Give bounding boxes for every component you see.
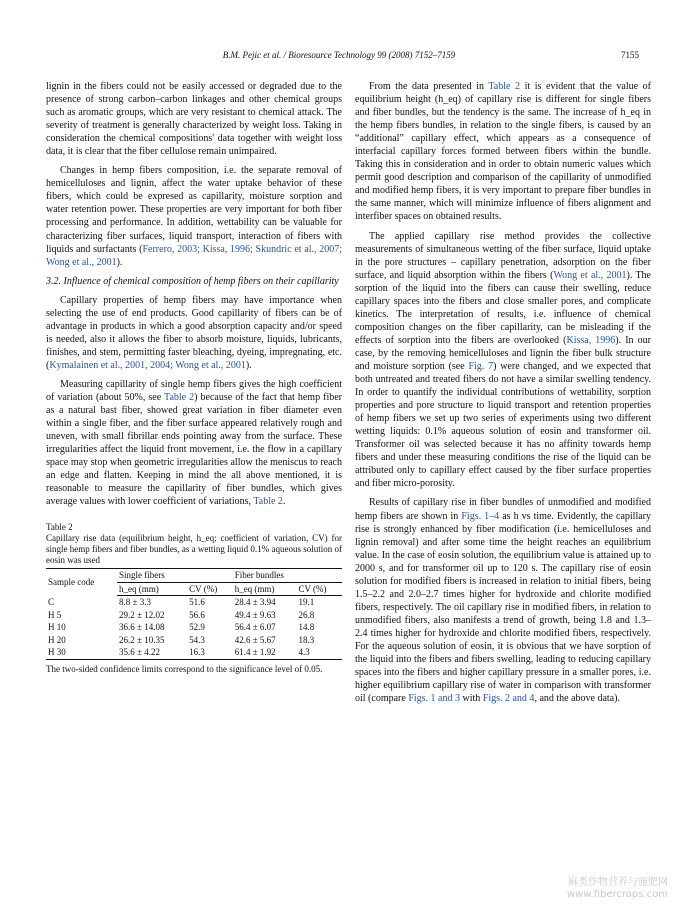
table-footnote: The two-sided confidence limits correspond to the significance level of 0.05.: [46, 663, 323, 674]
paragraph: Changes in hemp fibers composition, i.e. the separate removal of hemicelluloses and lignin, affect the water uptake behavior of these fibers, which could be expresed as capillarity, moisture sorption and water retention power. These properties are very important for both fiber processing and performance. In addition, wettability can be valuable for characterizing fiber surfaces, liquid transport, interaction of fibers with liquids and surfactants (Ferrero, 2003; Kissa, 1996; Skundric et al., 2007; Wong et al., 2001).: [46, 165, 343, 268]
table-row: H 5 29.2 ± 12.02 56.6 49.4 ± 9.63 26.8: [48, 609, 315, 620]
table-label: Table 2: [46, 522, 73, 533]
page-number: 7155: [621, 50, 639, 60]
col-bundle-cv: CV (%): [296, 582, 342, 596]
table-caption: Capillary rise data (equilibrium height, h_eq; coefficient of variation, CV) for single hemp fibers and fiber bundles, as a wetting liquid 0.1% aqueous solution of eosin was used: [46, 533, 342, 566]
paragraph: Results of capillary rise in fiber bundles of unmodified and modified hemp fibers are shown in Figs. 1–4 as h vs time. Evidently, the capillary rise is strongly enhanced by fiber modification (i.e. hemicelluloses and lignin removal) and after some time the height reaches an equilibrium value. In the case of eosin solution, the equilibrium value is attained up to 2000 s, and for transformer oil up to 120 s. The capillary rise of eosin solution for modified fibers is increased in relation to initial fibers, being 1.5–2.2 and 2.0–2.7 times higher for hydroxide and chlorite modified fibers, respectively. The oil capillary rise in modified fibers, in relation to unmodified fibers, also manifests a trend of growth, being 1.8 and 1.3–2.4 times higher for hydroxide and chlorite modified fibers, respectively. For the aqueous solution of eosin, it is obvious that we have sorption of the liquid into the fibers and fibers swelling, leading to reducing capillary spaces into the fibers and higher capillary pressure in a smaller pores, i.e. higher equilibrium capillary rise of water in comparison with transformer oil (compare Figs. 1 and 3 with Figs. 2 and 4, and the above data).: [355, 497, 651, 705]
citation-link[interactable]: Wong et al., 2001: [553, 269, 627, 281]
table-link[interactable]: Table 2: [253, 496, 283, 508]
right-column: [355, 80, 651, 711]
table-row: H 20 26.2 ± 10.35 54.3 42.6 ± 5.67 18.3: [48, 634, 315, 645]
figure-link[interactable]: Figs. 1 and 3: [408, 693, 460, 705]
citation-link[interactable]: Ferrero, 2003; Kissa, 1996; Skundric et al., 2007; Wong et al., 2001: [46, 243, 343, 268]
figure-link[interactable]: Fig. 7: [468, 360, 494, 372]
col-single-cv: CV (%): [187, 582, 233, 596]
paragraph: From the data presented in Table 2 it is evident that the value of equilibrium height (h_eq) of capillary rise is different for single fibers and fiber bundles, but the tendency is the same. The increase of h_eq in the hemp fibers bundles, in relation to the single fibers, is caused by an “additional” capillary effect, which appears as a consequence of interfacial capillary forces formed between fibers within the bundle. Taking this in consideration and in order to obtain numeric values which permit good description and comparison of the capillarity of unmodified and modified hemp fibers, it is very important to prepare fiber bundles in the same manner, which will minimize influence of fibers alignment and interfiber spaces on obtained results.: [355, 81, 651, 223]
paragraph: Capillary properties of hemp fibers may have importance when selecting the use of end products. Good capillarity of fibers can be of advantage in products in which a good absorption capacity and/or speed is needed, also it allows the fiber to absorb moisture, liquids, lubricants, finishes, and stem, permitting faster bleaching, dyeing, impregnating, etc. (Kymalainen et al., 2001, 2004; Wong et al., 2001).: [46, 294, 342, 371]
running-header: [0, 50, 678, 64]
capillary-table: [46, 568, 342, 660]
table-row: H 10 36.6 ± 14.08 52.9 56.4 ± 6.07 14.8: [48, 622, 315, 633]
col-single-heq: h_eq (mm): [117, 582, 187, 596]
section-heading: 3.2. Influence of chemical composition of hemp fibers on their capillarity: [46, 275, 339, 287]
table-row: C 8.8 ± 3.3 51.6 28.4 ± 3.94 19.1: [48, 597, 315, 608]
citation-link[interactable]: Kissa, 1996: [566, 334, 616, 346]
group-single-fibers: Single fibers: [117, 569, 233, 583]
paragraph: lignin in the fibers could not be easily accessed or degraded due to the presence of strong carbon–carbon linkages and other chemical groups such as aromatic groups, which are very resistant to chemical attack. The severity of treatment is generally characterized by weight loss. Taking in consideration the chemical compositions' data together with weight loss data, it is clear that the fiber cellulose remain unimpaired.: [46, 81, 342, 158]
paragraph: The applied capillary rise method provides the collective measurements of simultaneous wetting of the fiber surface, liquid uptake in the pore structures – capillary penetration, adsorption on the fiber surface, and liquid absorption within the fibers (Wong et al., 2001). The sorption of the liquid into the fibers can cause their swelling, reduce capillary spaces into the fibers and close smaller pores, and complicate kinetics. The interpretation of results, i.e. influence of chemical composition changes on the fiber capillarity, can be misleading if the effects of sorption into the fibers are overlooked (Kissa, 1996). In our case, by the removing hemicelluloses and lignin the fiber bulk structure and moisture sorption (see Fig. 7) were changed, and we expected that both untreated and treated fibers do not have a similar swelling tendency. In order to quantify the individual contributions of wettability, sorption properties and pore structure to liquid transport and retention properties of hemp fibers we set up two series of experiments using two different wetting liquids: 0.1% aqueous solution of eosin and transformer oil. Transformer oil was selected because it has no affinity towards hemp fibers and under these measuring conditions the rise of the liquid can be attributed only to capillary effect caused by the fiber surface properties and fiber micro-porosity.: [355, 230, 652, 490]
citation-link[interactable]: Kymalainen et al., 2001, 2004; Wong et al., 2001: [49, 359, 246, 371]
figure-link[interactable]: Figs. 1–4: [461, 510, 500, 522]
site-watermark: 麻类作物营养与施肥网 www.fibercrops.com: [566, 877, 668, 900]
group-fiber-bundles: Fiber bundles: [233, 569, 342, 583]
table-link[interactable]: Table 2: [488, 81, 521, 92]
table-row: H 30 35.6 ± 4.22 16.3 61.4 ± 1.92 4.3: [46, 646, 342, 659]
running-title: B.M. Pejic et al. / Bioresource Technology 99 (2008) 7152–7159: [222, 50, 456, 60]
table-2: [46, 522, 342, 675]
left-column: [46, 80, 342, 675]
table-link[interactable]: Table 2: [164, 392, 195, 404]
figure-link[interactable]: Figs. 2 and 4: [482, 693, 535, 705]
col-sample-code: Sample code: [46, 569, 117, 596]
col-bundle-heq: h_eq (mm): [233, 582, 297, 596]
paragraph: Measuring capillarity of single hemp fibers gives the high coefficient of variation (about 50%, see Table 2) because of the fact that hemp fiber as a natural bast fiber, showed great variation in fiber diameter even within a single fiber, and the fiber surface appeared relatively rough and uneven, with small fibrillar ends pointing away from the surface. These irregularities affect the liquid front movement, i.e. the flow in a capillary space may stop when geometric irregularities allow the meniscus to reach an edge and flatten. Keeping in mind the all above mentioned, it is reasonable to measure the capillarity of fiber bundles, which gives average values with lower coefficient of variations, Table 2.: [46, 378, 342, 508]
